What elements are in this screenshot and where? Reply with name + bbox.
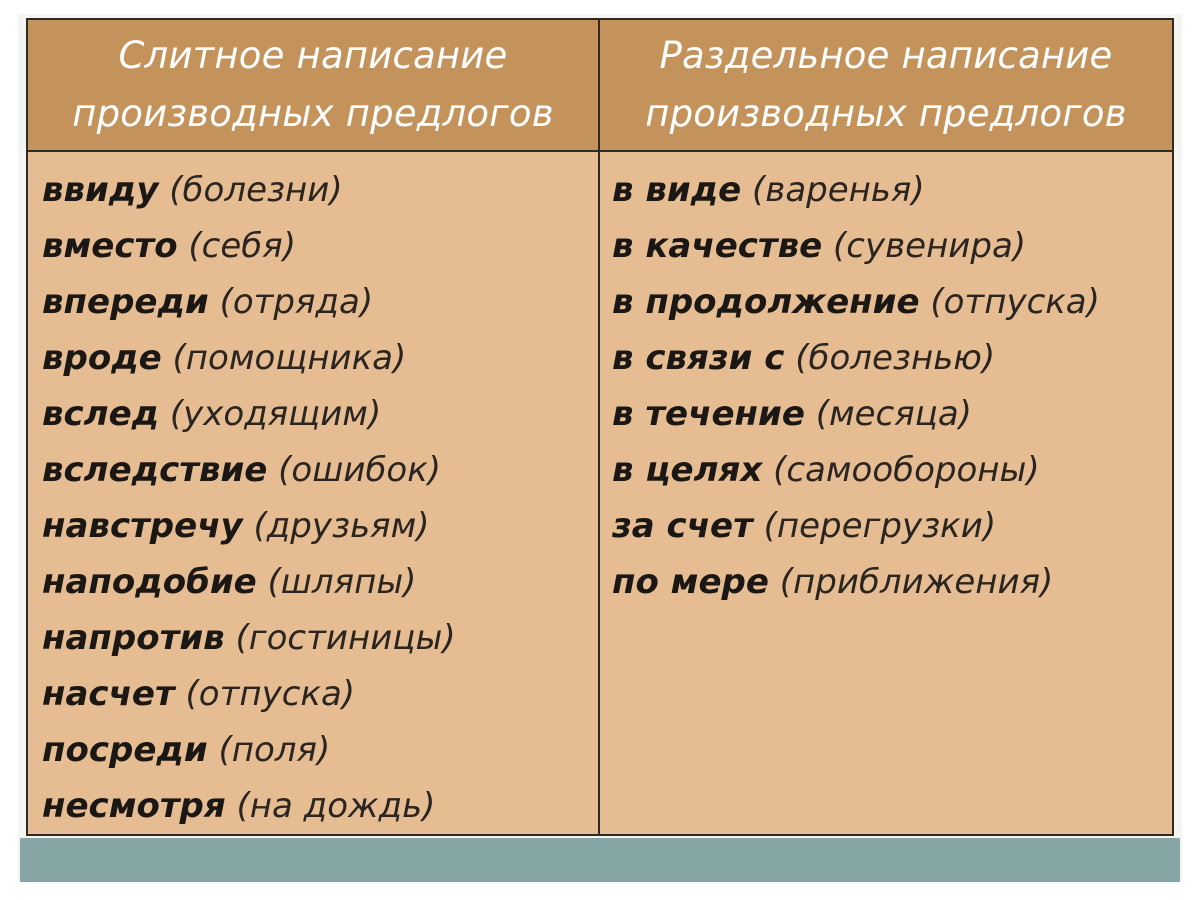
list-item: [600, 386, 1172, 442]
list-item: [28, 442, 598, 498]
list-item: [28, 554, 598, 610]
header-separate-spelling: [599, 19, 1173, 151]
preposition: вследствие: [42, 450, 268, 490]
preposition: насчет: [42, 674, 175, 714]
preposition: несмотря: [42, 786, 226, 826]
merged-prepositions-list: [27, 151, 599, 835]
example: (самообороны): [773, 450, 1040, 490]
list-item: [28, 722, 598, 778]
list-item: [600, 274, 1172, 330]
list-item: [600, 162, 1172, 218]
preposition: по мере: [612, 562, 769, 602]
example: (друзьям): [253, 506, 430, 546]
example: (отпуска): [185, 674, 356, 714]
example: (болезни): [169, 170, 343, 210]
example: (сувенира): [833, 226, 1027, 266]
example: (отряда): [219, 282, 374, 322]
example: (перегрузки): [763, 506, 997, 546]
preposition: в целях: [612, 450, 763, 490]
list-item: [600, 554, 1172, 610]
list-item: [600, 330, 1172, 386]
body-row: [27, 151, 1173, 835]
list-item: [600, 442, 1172, 498]
bottom-band: [20, 838, 1180, 882]
preposition: в качестве: [612, 226, 823, 266]
header-separate-line-1: Раздельное написание: [659, 34, 1113, 77]
example: (месяца): [815, 394, 972, 434]
example: (на дождь): [236, 786, 436, 826]
list-item: [28, 330, 598, 386]
preposition: наподобие: [42, 562, 257, 602]
list-item: [600, 498, 1172, 554]
preposition: напротив: [42, 618, 225, 658]
header-merged-line-1: Слитное написание: [118, 34, 508, 77]
preposition: посреди: [42, 730, 208, 770]
preposition: впереди: [42, 282, 209, 322]
header-separate-line-2: производных предлогов: [645, 92, 1127, 135]
example: (себя): [188, 226, 296, 266]
example: (ошибок): [278, 450, 442, 490]
list-item: [600, 218, 1172, 274]
prepositions-table: [26, 18, 1174, 836]
preposition: в связи с: [612, 338, 785, 378]
list-item: [28, 274, 598, 330]
separate-prepositions-list: [599, 151, 1173, 835]
list-item: [28, 498, 598, 554]
example: (приближения): [779, 562, 1054, 602]
list-item: [28, 778, 598, 834]
preposition: вроде: [42, 338, 162, 378]
preposition: вслед: [42, 394, 160, 434]
preposition: ввиду: [42, 170, 159, 210]
preposition: за счет: [612, 506, 753, 546]
list-item: [28, 218, 598, 274]
list-item: [28, 162, 598, 218]
header-merged-line-2: производных предлогов: [72, 92, 554, 135]
header-row: [27, 19, 1173, 151]
list-item: [28, 610, 598, 666]
preposition: вместо: [42, 226, 178, 266]
preposition: в продолжение: [612, 282, 920, 322]
list-item: [28, 666, 598, 722]
list-item: [28, 386, 598, 442]
preposition: в виде: [612, 170, 742, 210]
example: (помощника): [172, 338, 407, 378]
example: (варенья): [752, 170, 925, 210]
preposition: навстречу: [42, 506, 243, 546]
example: (болезнью): [795, 338, 996, 378]
example: (гостиницы): [235, 618, 456, 658]
header-merged-spelling: [27, 19, 599, 151]
example: (поля): [218, 730, 331, 770]
example: (отпуска): [930, 282, 1100, 322]
preposition: в течение: [612, 394, 805, 434]
example: (уходящим): [169, 394, 382, 434]
example: (шляпы): [267, 562, 417, 602]
